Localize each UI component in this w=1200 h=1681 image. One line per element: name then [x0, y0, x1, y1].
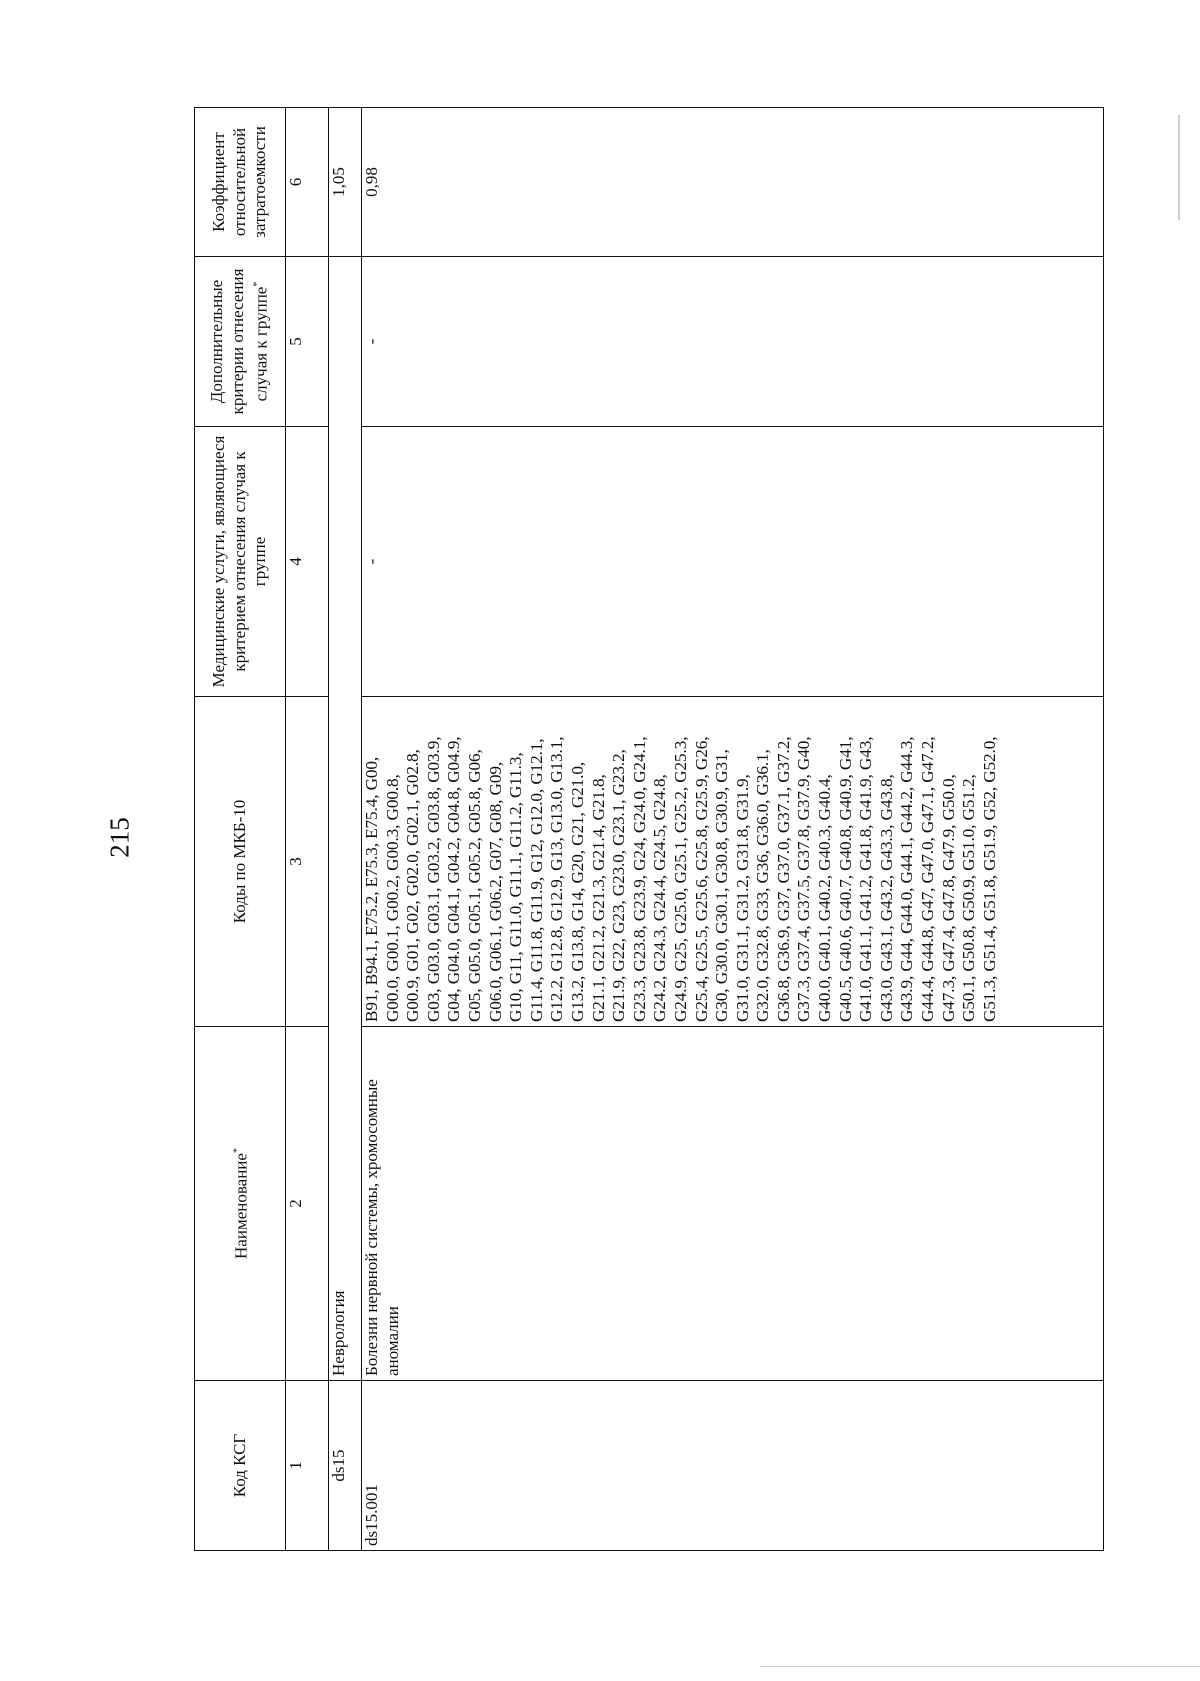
header-coefficient: Коэффициент относительной затратоемкости	[195, 108, 286, 257]
page-number: 215	[104, 817, 135, 858]
section-name: Неврология	[329, 257, 362, 1381]
icd-code-line: G03, G03.0, G03.1, G03.2, G03.8, G03.9,	[423, 736, 443, 1022]
icd-code-line: G31.0, G31.1, G31.2, G31.8, G31.9,	[732, 774, 752, 1022]
column-number: 1	[286, 1381, 329, 1551]
icd-code-line: G36.8, G36.9, G37, G37.0, G37.1, G37.2,	[773, 736, 793, 1022]
icd-code-line: G10, G11, G11.0, G11.1, G11.2, G11.3,	[506, 752, 526, 1022]
header-icd-codes: Коды по МКБ-10	[195, 697, 286, 1027]
row-services: -	[362, 427, 1104, 697]
section-code: ds15	[329, 1381, 362, 1551]
icd-code-line: G41.0, G41.1, G41.2, G41.8, G41.9, G43,	[856, 736, 876, 1022]
ksg-table-rotated	[194, 108, 1104, 1551]
icd-code-line: G00.9, G01, G02, G02.0, G02.1, G02.8,	[403, 749, 423, 1022]
header-row	[195, 108, 286, 1551]
icd-code-line: G44.4, G44.8, G47, G47.0, G47.1, G47.2,	[918, 736, 938, 1022]
icd-code-line: G06.0, G06.1, G06.2, G07, G08, G09,	[485, 761, 505, 1022]
icd-code-line: G40.0, G40.1, G40.2, G40.3, G40.4,	[815, 774, 835, 1022]
icd-code-line: G24.9, G25, G25.0, G25.1, G25.2, G25.3,	[670, 736, 690, 1022]
header-name	[195, 1027, 286, 1381]
icd-code-line: B91, B94.1, E75.2, E75.3, E75.4, G00,	[362, 756, 381, 1022]
icd-code-line: G40.5, G40.6, G40.7, G40.8, G40.9, G41,	[835, 736, 855, 1022]
icd-code-line: G51.3, G51.4, G51.8, G51.9, G52, G52.0,	[979, 736, 999, 1022]
icd-code-line: G11.4, G11.8, G11.9, G12, G12.0, G12.1,	[526, 738, 546, 1022]
icd-code-line: G23.3, G23.8, G23.9, G24, G24.0, G24.1,	[629, 736, 649, 1022]
column-number: 3	[286, 697, 329, 1027]
row-icd-codes	[362, 697, 1104, 1027]
icd-code-line: G32.0, G32.8, G33, G36, G36.0, G36.1,	[753, 749, 773, 1022]
icd-code-line: G43.0, G43.1, G43.2, G43.3, G43.8,	[876, 774, 896, 1022]
icd-code-line: G21.1, G21.2, G21.3, G21.4, G21.8,	[588, 774, 608, 1022]
ksg-table	[194, 107, 1104, 1551]
scan-artifact-right	[1178, 115, 1180, 220]
icd-code-line: G30, G30.0, G30.1, G30.8, G30.9, G31,	[712, 749, 732, 1022]
icd-code-line: G05, G05.0, G05.1, G05.2, G05.8, G06,	[464, 749, 484, 1022]
column-number: 2	[286, 1027, 329, 1381]
icd-code-line: G47.3, G47.4, G47.8, G47.9, G50.0,	[938, 774, 958, 1022]
icd-code-line: G24.2, G24.3, G24.4, G24.5, G24.8,	[650, 774, 670, 1022]
icd-code-line: G25.4, G25.5, G25.6, G25.8, G25.9, G26,	[691, 736, 711, 1022]
table-row	[362, 108, 1104, 1551]
section-row	[329, 108, 362, 1551]
icd-code-line: G43.9, G44, G44.0, G44.1, G44.2, G44.3,	[897, 736, 917, 1022]
column-number: 6	[286, 108, 329, 257]
row-coefficient: 0,98	[362, 108, 1104, 257]
row-ksg-code: ds15.001	[362, 1381, 1104, 1551]
row-name: Болезни нервной системы, хромосомные аномалии	[362, 1027, 1104, 1381]
header-additional-criteria: Дополнительные критерии отнесения случая к группе*	[195, 257, 286, 427]
column-number: 4	[286, 427, 329, 697]
icd-code-line: G12.2, G12.8, G12.9, G13, G13.0, G13.1,	[547, 736, 567, 1022]
icd-code-line: G50.1, G50.8, G50.9, G51.0, G51.2,	[959, 774, 979, 1022]
icd-code-line: G37.3, G37.4, G37.5, G37.8, G37.9, G40,	[794, 736, 814, 1022]
header-ksg-code: Код КСГ	[195, 1381, 286, 1551]
row-additional-criteria: -	[362, 257, 1104, 427]
header-name-text: Наименование*	[231, 1148, 251, 1259]
icd-code-line: G00.0, G00.1, G00.2, G00.3, G00.8,	[382, 774, 402, 1022]
header-services: Медицинские услуги, являющиеся критерием отнесения случая к группе	[195, 427, 286, 697]
column-number: 5	[286, 257, 329, 427]
icd-code-line: G13.2, G13.8, G14, G20, G21, G21.0,	[567, 761, 587, 1022]
icd-code-line: G21.9, G22, G23, G23.0, G23.1, G23.2,	[609, 749, 629, 1022]
column-number-row	[286, 108, 329, 1551]
icd-code-line: G04, G04.0, G04.1, G04.2, G04.8, G04.9,	[444, 736, 464, 1022]
section-coefficient: 1,05	[329, 108, 362, 257]
scan-artifact-bottom	[760, 1666, 1200, 1667]
